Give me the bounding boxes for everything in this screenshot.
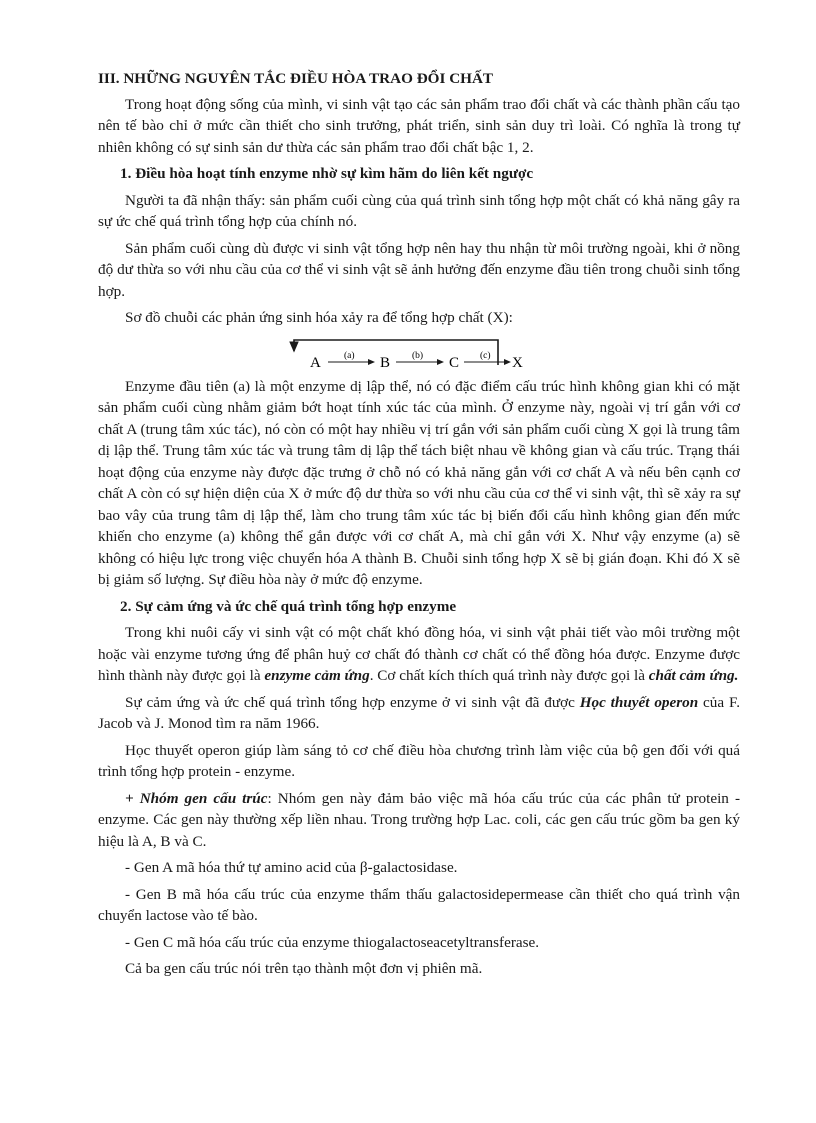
node-a: A <box>310 354 321 371</box>
reaction-chain-svg <box>98 334 740 376</box>
document-page <box>98 68 740 985</box>
part1-paragraph-2: Sản phẩm cuối cùng dù được vi sinh vật tổng hợp nên hay thu nhận từ môi trường ngoài, khi ở nồng độ dư thừa so với nhu cầu của cơ thể vi sinh vật sẽ ảnh hưởng đến enzyme đầu tiên trong chuỗi sinh tổng hợp. <box>98 239 740 300</box>
arrow-label-b: (b) <box>412 350 424 361</box>
part1-paragraph-4: Enzyme đầu tiên (a) là một enzyme dị lập thể, nó có đặc điểm cấu trúc hình không gian khi có mặt sản phẩm cuối cùng nhằm giảm bớt hoạt tính xúc tác của mình. Ở enzyme này, ngoài vị trí gắn với cơ chất A (trung tâm xúc tác), nó còn có một hay nhiều vị trí gắn với sản phẩm cuối cùng X gọi là trung tâm dị lập thể. Trung tâm xúc tác và trung tâm dị lập thể tách biệt nhau về không gian và cấu trúc. Trạng thái hoạt động của enzyme này được đặc trưng ở chỗ nó có khả năng gắn với cơ chất A và nếu bên cạnh cơ chất A còn có sự hiện diện của X ở mức độ dư thừa so với nhu cầu của cơ thể vi sinh vật, thì sẽ xảy ra sự bao vây của trung tâm dị lập thể, làm cho trung tâm xúc tác bị biến đổi cấu hình không gian đến mức khiến cho enzyme (a) không thể gắn được với cơ chất A, mà chỉ gắn với X. Như vậy enzyme (a) sẽ không có hiệu lực trong việc chuyển hóa A thành B. Chuỗi sinh tổng hợp X sẽ bị gián đoạn. Khi đó X sẽ bị giảm số lượng. Sự điều hòa này ở mức độ enzyme. <box>98 377 740 588</box>
node-x: X <box>512 354 523 371</box>
feedback-line <box>294 340 498 365</box>
part2-p4-text: : Nhóm gen này đảm bảo việc mã hóa cấu trúc của các phân tử protein - enzyme. Các gen này thường xếp liền nhau. Trong trường hợp Lac. coli, các gen cấu trúc gồm ba gen ký hiệu là A, B và C. <box>98 789 740 850</box>
arrow-label-c: (c) <box>480 350 491 361</box>
gene-b-item: - Gen B mã hóa cấu trúc của enzyme thẩm thấu galactosidepermease cần thiết cho quá trình vận chuyển lactose vào tế bào. <box>98 885 740 924</box>
part2-paragraph-1 <box>98 622 740 687</box>
node-c: C <box>449 354 460 371</box>
part2-p2-text-a: Sự cảm ứng và ức chế quá trình tổng hợp enzyme ở vi sinh vật đã được <box>125 693 580 711</box>
part2-paragraph-2 <box>98 692 740 735</box>
node-b: B <box>380 354 391 371</box>
part2-p2-text-b: của F. Jacob và J. Monod tìm ra năm 1966. <box>98 693 740 732</box>
part2-p1-text-b: . Cơ chất kích thích quá trình này được gọi là <box>369 667 649 684</box>
closing-paragraph: Cả ba gen cấu trúc nói trên tạo thành một đơn vị phiên mã. <box>125 960 483 977</box>
arrow-label-a: (a) <box>344 350 355 361</box>
term-chat-cam-ung: chất cảm ứng. <box>648 667 739 684</box>
part1-paragraph-1: Người ta đã nhận thấy: sản phẩm cuối cùng của quá trình sinh tổng hợp một chất có khả năng gây ra sự ức chế quá trình tổng hợp của chính nó. <box>98 191 740 230</box>
intro-paragraph: Trong hoạt động sống của mình, vi sinh vật tạo các sản phẩm trao đổi chất và các thành phần cấu tạo nên tế bào chỉ ở mức cần thiết cho sinh trưởng, phát triển, sinh sản duy trì loài. Có nghĩa là trong tự nhiên không có sự sinh sản dư thừa các sản phẩm trao đổi chất bậc 1, 2. <box>98 95 740 156</box>
reaction-chain-diagram <box>98 334 740 376</box>
part1-heading: 1. Điều hòa hoạt tính enzyme nhờ sự kìm hãm do liên kết ngược <box>120 165 534 182</box>
part2-p1-text-a: Trong khi nuôi cấy vi sinh vật có một chất khó đồng hóa, vi sinh vật phải tiết vào môi trường một hoặc vài enzyme tương ứng để phân huỷ cơ chất đó thành cơ chất có thể đồng hóa được. Enzyme được hình thành này được gọi là <box>98 624 740 684</box>
section-title: III. NHỮNG NGUYÊN TẮC ĐIỀU HÒA TRAO ĐỔI CHẤT <box>98 70 494 87</box>
part2-heading: 2. Sự cảm ứng và ức chế quá trình tổng hợp enzyme <box>120 597 457 615</box>
term-nhom-gen-cau-truc: + Nhóm gen cấu trúc <box>125 789 268 807</box>
gene-a-item: - Gen A mã hóa thứ tự amino acid của β-galactosidase. <box>125 859 458 876</box>
part2-paragraph-4 <box>98 788 740 853</box>
part1-paragraph-3: Sơ đồ chuỗi các phản ứng sinh hóa xảy ra để tổng hợp chất (X): <box>125 309 513 326</box>
term-enzyme-cam-ung: enzyme cảm ứng <box>264 667 370 684</box>
term-hoc-thuyet-operon: Học thuyết operon <box>579 693 699 711</box>
part2-paragraph-3: Học thuyết operon giúp làm sáng tỏ cơ chế điều hòa chương trình làm việc của bộ gen đối với quá trình tổng hợp protein - enzyme. <box>98 741 740 780</box>
gene-c-item: - Gen C mã hóa cấu trúc của enzyme thiogalactoseacetyltransferase. <box>125 933 540 951</box>
